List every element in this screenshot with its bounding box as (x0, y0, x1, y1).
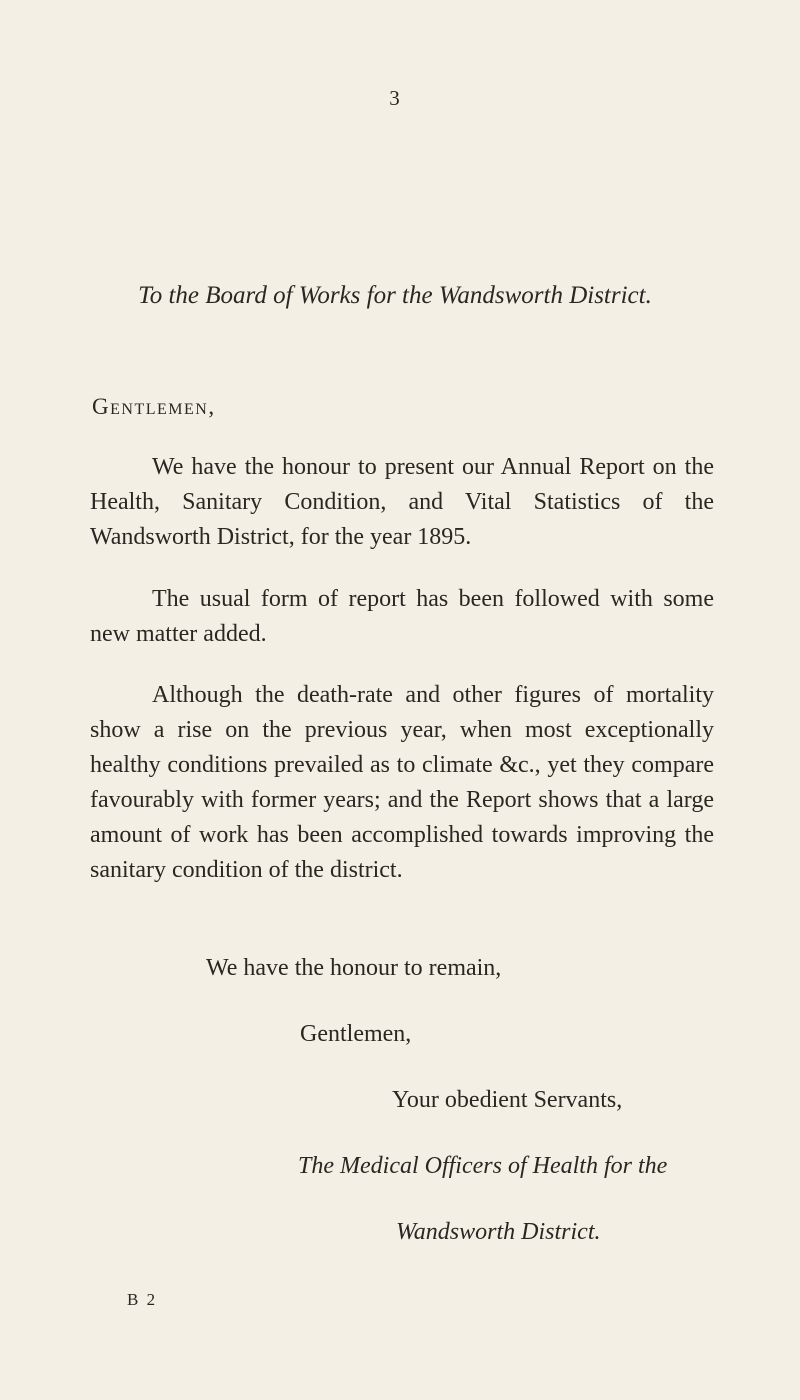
paragraph-intro: We have the honour to present our Annual Report on the Health, Sanitary Condition, and Vital Statistics of the Wandsworth District, for the year 1895. (90, 454, 714, 550)
paragraph-mortality: Although the death-rate and other figures of mortality show a rise on the previous year, when most exceptionally healthy conditions prevailed as to climate &c., yet they compare favourably with former years; and the Report shows that a large amount of work has been accomplished towards improving the sanitary condition of the district. (90, 682, 714, 883)
closing-remain: We have the honour to remain, (206, 955, 502, 981)
paragraph-report-form: The usual form of report has been followed with some new matter added. (90, 586, 714, 647)
address-line: To the Board of Works for the Wandsworth District. (138, 282, 652, 309)
page-number: 3 (389, 86, 401, 110)
closing-officers: The Medical Officers of Health for the (298, 1153, 668, 1179)
signature-mark: B 2 (127, 1290, 158, 1309)
closing-gentlemen: Gentlemen, (300, 1021, 412, 1047)
closing-district: Wandsworth District. (396, 1219, 601, 1245)
closing-servants: Your obedient Servants, (392, 1087, 623, 1113)
salutation: Gentlemen, (92, 394, 216, 419)
